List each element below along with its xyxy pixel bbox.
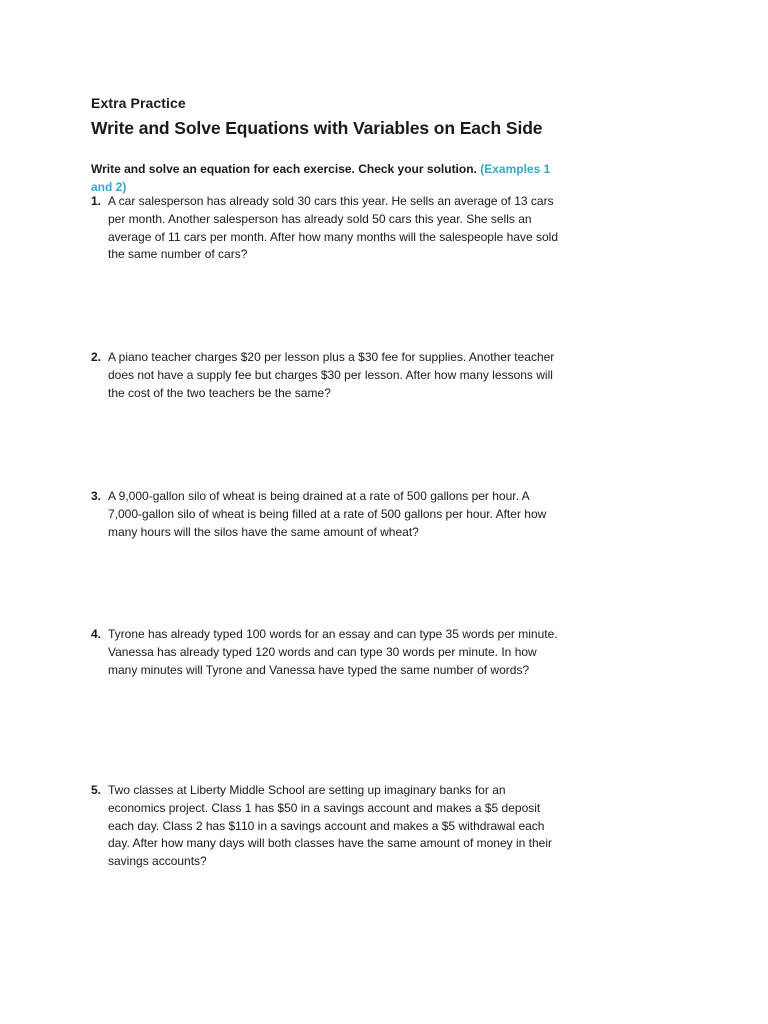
directions-text: Write and solve an equation for each exercise. Check your solution. <box>91 162 477 176</box>
exercise-text: Tyrone has already typed 100 words for an essay and can type 35 words per minute. Vanessa has already typed 120 words and can type 30 words per minute. In how many minutes will Tyrone and Vanessa have typed the same number of words? <box>108 627 558 677</box>
page-title: Write and Solve Equations with Variables on Each Side <box>91 118 543 138</box>
directions <box>91 161 551 196</box>
exercise-item <box>91 626 561 679</box>
examples-reference-link[interactable]: (Examples 1 and 2) <box>91 162 551 194</box>
exercise-number: 5. <box>91 783 102 797</box>
exercise-text: A car salesperson has already sold 30 cars this year. He sells an average of 13 cars per month. Another salesperson has already sold 50 cars this year. She sells an average of 11 cars per month. After how many months will the salespeople have sold the same number of cars? <box>108 194 559 262</box>
section-kicker: Extra Practice <box>91 95 186 111</box>
exercise-number: 1. <box>91 194 102 208</box>
worksheet-page <box>91 94 561 196</box>
exercise-item <box>91 488 561 541</box>
exercise-text: Two classes at Liberty Middle School are setting up imaginary banks for an economics project. Class 1 has $50 in a savings account and makes a $5 deposit each day. Class 2 has $110 in a savings account and makes a $5 withdrawal each day. After how many days will both classes have the same amount of money in their savings accounts? <box>108 783 552 869</box>
exercise-text: A piano teacher charges $20 per lesson plus a $30 fee for supplies. Another teacher does not have a supply fee but charges $30 per lesson. After how many lessons will the cost of the two teachers be the same? <box>108 350 555 400</box>
exercise-number: 3. <box>91 489 102 503</box>
exercise-item <box>91 349 561 402</box>
exercise-number: 4. <box>91 627 102 641</box>
exercise-item <box>91 193 561 264</box>
exercise-item <box>91 782 561 871</box>
exercise-text: A 9,000-gallon silo of wheat is being drained at a rate of 500 gallons per hour. A 7,000-gallon silo of wheat is being filled at a rate of 500 gallons per hour. After how many hours will the silos have the same amount of wheat? <box>108 489 547 539</box>
exercise-number: 2. <box>91 350 102 364</box>
